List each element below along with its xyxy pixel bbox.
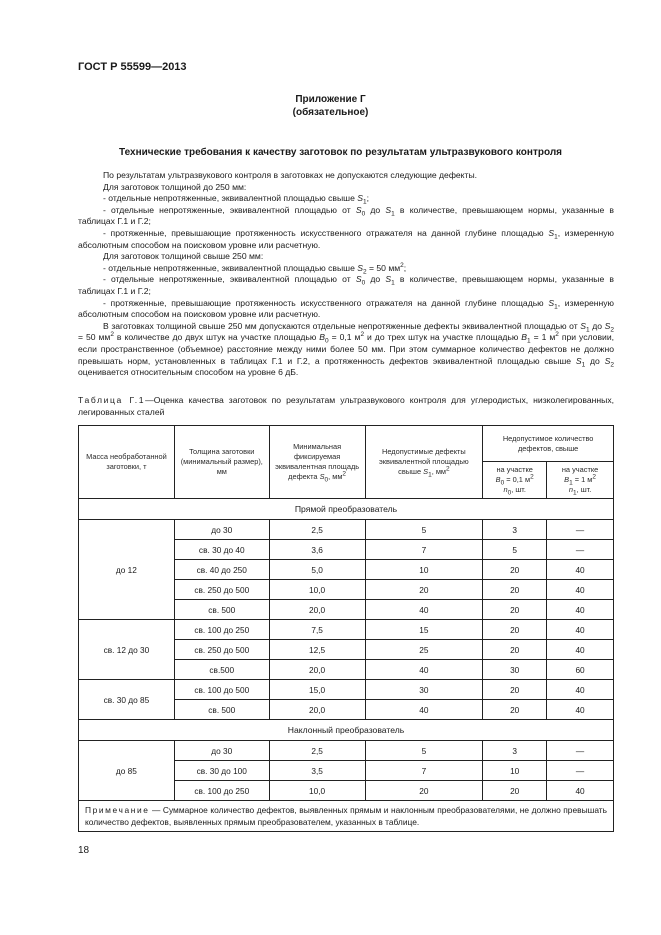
table-header-row xyxy=(79,426,614,462)
mass-cell: до 12 xyxy=(79,520,175,620)
table-cell: — xyxy=(547,761,614,781)
group2-item-1: - отдельные непротяженные, эквивалентной площадью свыше $S_2 = 50$ $мм^2$; xyxy=(103,261,407,276)
group2-item-3: - протяженные, превышающие протяженность искусственного отражателя на данной глубине площадью $S_1$, измеренную абсолютным способом на поисковом уровне или расчетную. xyxy=(78,297,614,320)
body-text xyxy=(78,170,614,379)
paragraph-intro: По результатам ультразвукового контроля в заготовках не допускаются следующие дефекты. xyxy=(103,170,478,180)
mass-cell: св. 12 до 30 xyxy=(79,620,175,680)
table-cell: св. 100 до 500 xyxy=(174,680,269,700)
table-cell: до 30 xyxy=(174,520,269,540)
table-cell: 20 xyxy=(365,781,483,801)
table-section-row xyxy=(79,499,614,520)
header-min-area: Минимальная фиксируемая эквивалентная площадь дефекта $S_0$, $мм^2$ xyxy=(269,426,365,499)
table-cell: — xyxy=(547,540,614,560)
table-cell: св. 250 до 500 xyxy=(174,640,269,660)
table-cell: св. 250 до 500 xyxy=(174,580,269,600)
section-title: Технические требования к качеству заготовок по результатам ультразвукового контроля xyxy=(118,147,563,158)
appendix-title: Приложение Г xyxy=(295,94,366,105)
header-thickness: Толщина заготовки (минимальный размер), мм xyxy=(174,426,269,499)
table-cell: 5 xyxy=(483,540,547,560)
table-cell: 40 xyxy=(547,580,614,600)
table-cell: 20 xyxy=(365,580,483,600)
table-cell: — xyxy=(547,741,614,761)
table-cell: св. 100 до 250 xyxy=(174,620,269,640)
header-unacceptable-area: Недопустимые дефекты эквивалентной площадью свыше $S_1$, $мм^2$ xyxy=(365,426,483,499)
table-cell: 7,5 xyxy=(269,620,365,640)
paragraph-group1-heading: Для заготовок толщиной до 250 мм: xyxy=(103,181,247,192)
table-cell: 40 xyxy=(547,680,614,700)
table-cell: 10 xyxy=(483,761,547,781)
table-cell: 3,5 xyxy=(269,761,365,781)
table-cell: св. 30 до 100 xyxy=(174,761,269,781)
table-cell: 40 xyxy=(547,781,614,801)
table-cell: 10 xyxy=(365,560,483,580)
table-cell: 15 xyxy=(365,620,483,640)
table-cell: 3 xyxy=(483,741,547,761)
table-cell: 20 xyxy=(483,781,547,801)
group1-item-2: - отдельные непротяженные, эквивалентной площадью от $S_0$ до $S_1$ в количестве, превышающем нормы, указанные в таблицах Г.1 и Г.2; xyxy=(78,204,614,227)
table-cell: св.500 xyxy=(174,660,269,680)
paragraph-thick-blanks: В заготовках толщиной свыше 250 мм допускаются отдельные непротяженные дефекты эквивалентной площадью от $S_1$ до $S_2 = 50$ $мм^2$ в количестве до двух штук на участке площадью $B_0 = 0,1$ $м^2$ и до трех штук на участке площадью $B_1 = 1$ $м^2$ при условии, если пространственное (объемное) расстояние между ними более 50 мм. При этом суммарное количество дефектов не должно превышать норм, установленных в таблицах Г.1 и Г.2, а протяженность дефектов эквивалентной площадью свыше $S_1$ до $S_2$ оценивается относительным способом на уровне 6 дБ. xyxy=(78,320,615,378)
table-cell: 2,5 xyxy=(269,520,365,540)
group1-item-3: - протяженные, превышающие протяженность искусственного отражателя на данной глубине площадью $S_1$, измеренную абсолютным способом на поисковом уровне или расчетную. xyxy=(78,227,614,250)
table-cell: 10,0 xyxy=(269,580,365,600)
table-cell: 30 xyxy=(483,660,547,680)
header-area-b0: на участке $B_0 = 0,1$ $м^2$ $n_0$, шт. xyxy=(483,462,547,499)
table-cell: 10,0 xyxy=(269,781,365,801)
table-cell: — xyxy=(547,520,614,540)
table-cell: 20,0 xyxy=(269,660,365,680)
table-cell: 3,6 xyxy=(269,540,365,560)
note-label: Примечание xyxy=(85,805,150,815)
table-cell: 5 xyxy=(365,520,483,540)
page-number: 18 xyxy=(78,845,90,856)
table-cell: 20 xyxy=(483,620,547,640)
table-cell: 40 xyxy=(365,660,483,680)
table-row xyxy=(79,741,614,761)
table-cell: до 30 xyxy=(174,741,269,761)
table-cell: св. 30 до 40 xyxy=(174,540,269,560)
table-cell: 30 xyxy=(365,680,483,700)
mass-cell: до 85 xyxy=(79,741,175,801)
header-area-b1: на участке $B_1 = 1$ $м^2$ $n_1$, шт. xyxy=(547,462,614,499)
table-cell: 15,0 xyxy=(269,680,365,700)
table-cell: св. 40 до 250 xyxy=(174,560,269,580)
table-cell: 40 xyxy=(547,560,614,580)
table-cell: 7 xyxy=(365,761,483,781)
table-cell: 20,0 xyxy=(269,700,365,720)
table-cell: 5,0 xyxy=(269,560,365,580)
table-cell: св. 500 xyxy=(174,600,269,620)
table-cell: 20 xyxy=(483,680,547,700)
table-cell: 2,5 xyxy=(269,741,365,761)
appendix-status: (обязательное) xyxy=(292,107,369,118)
table-row xyxy=(79,520,614,540)
table-cell: св. 500 xyxy=(174,700,269,720)
document-standard-number: ГОСТ Р 55599—2013 xyxy=(78,61,187,73)
table-cell: 20,0 xyxy=(269,600,365,620)
header-mass: Масса необработанной заготовки, т xyxy=(79,426,175,499)
table-cell: 40 xyxy=(547,640,614,660)
table-cell: 60 xyxy=(547,660,614,680)
table-caption xyxy=(78,395,614,418)
table-cell: 40 xyxy=(365,600,483,620)
table-row xyxy=(79,620,614,640)
table-caption-text: —Оценка качества заготовок по результатам ультразвукового контроля для углеродистых, низколегированных, легированных сталей xyxy=(78,395,615,417)
table-cell: св. 100 до 250 xyxy=(174,781,269,801)
table-note-row xyxy=(79,801,614,832)
table-cell: 12,5 xyxy=(269,640,365,660)
paragraph-group2-heading: Для заготовок толщиной свыше 250 мм: xyxy=(103,251,264,262)
header-unacceptable-count: Недопустимое количество дефектов, свыше xyxy=(483,426,614,462)
mass-cell: св. 30 до 85 xyxy=(79,680,175,720)
table-cell: 3 xyxy=(483,520,547,540)
table-note xyxy=(79,801,614,832)
table-cell: 20 xyxy=(483,560,547,580)
section-angle-probe: Наклонный преобразователь xyxy=(79,720,614,741)
table-cell: 40 xyxy=(547,620,614,640)
table-caption-label: Таблица Г.1 xyxy=(78,395,146,405)
table-cell: 20 xyxy=(483,640,547,660)
table-cell: 20 xyxy=(483,600,547,620)
table-cell: 20 xyxy=(483,700,547,720)
group1-item-1: - отдельные непротяженные, эквивалентной площадью свыше $S_1$; xyxy=(103,193,369,206)
quality-table xyxy=(78,425,614,832)
table-section-row xyxy=(79,720,614,741)
table-cell: 40 xyxy=(365,700,483,720)
table-cell: 5 xyxy=(365,741,483,761)
table-cell: 40 xyxy=(547,700,614,720)
table-cell: 25 xyxy=(365,640,483,660)
table-cell: 40 xyxy=(547,600,614,620)
note-text: — Суммарное количество дефектов, выявленных прямым и наклонным преобразователями, не должно превышать количество дефектов, выявленных прямым преобразователем, указанных в таблице. xyxy=(85,805,607,827)
table-cell: 7 xyxy=(365,540,483,560)
table-row xyxy=(79,680,614,700)
table-cell: 20 xyxy=(483,580,547,600)
section-direct-probe: Прямой преобразователь xyxy=(79,499,614,520)
group2-item-2: - отдельные непротяженные, эквивалентной площадью от $S_0$ до $S_1$ в количестве, превышающем нормы, указанные в таблицах Г.1 и Г.2; xyxy=(78,274,614,296)
appendix-heading xyxy=(0,93,661,119)
